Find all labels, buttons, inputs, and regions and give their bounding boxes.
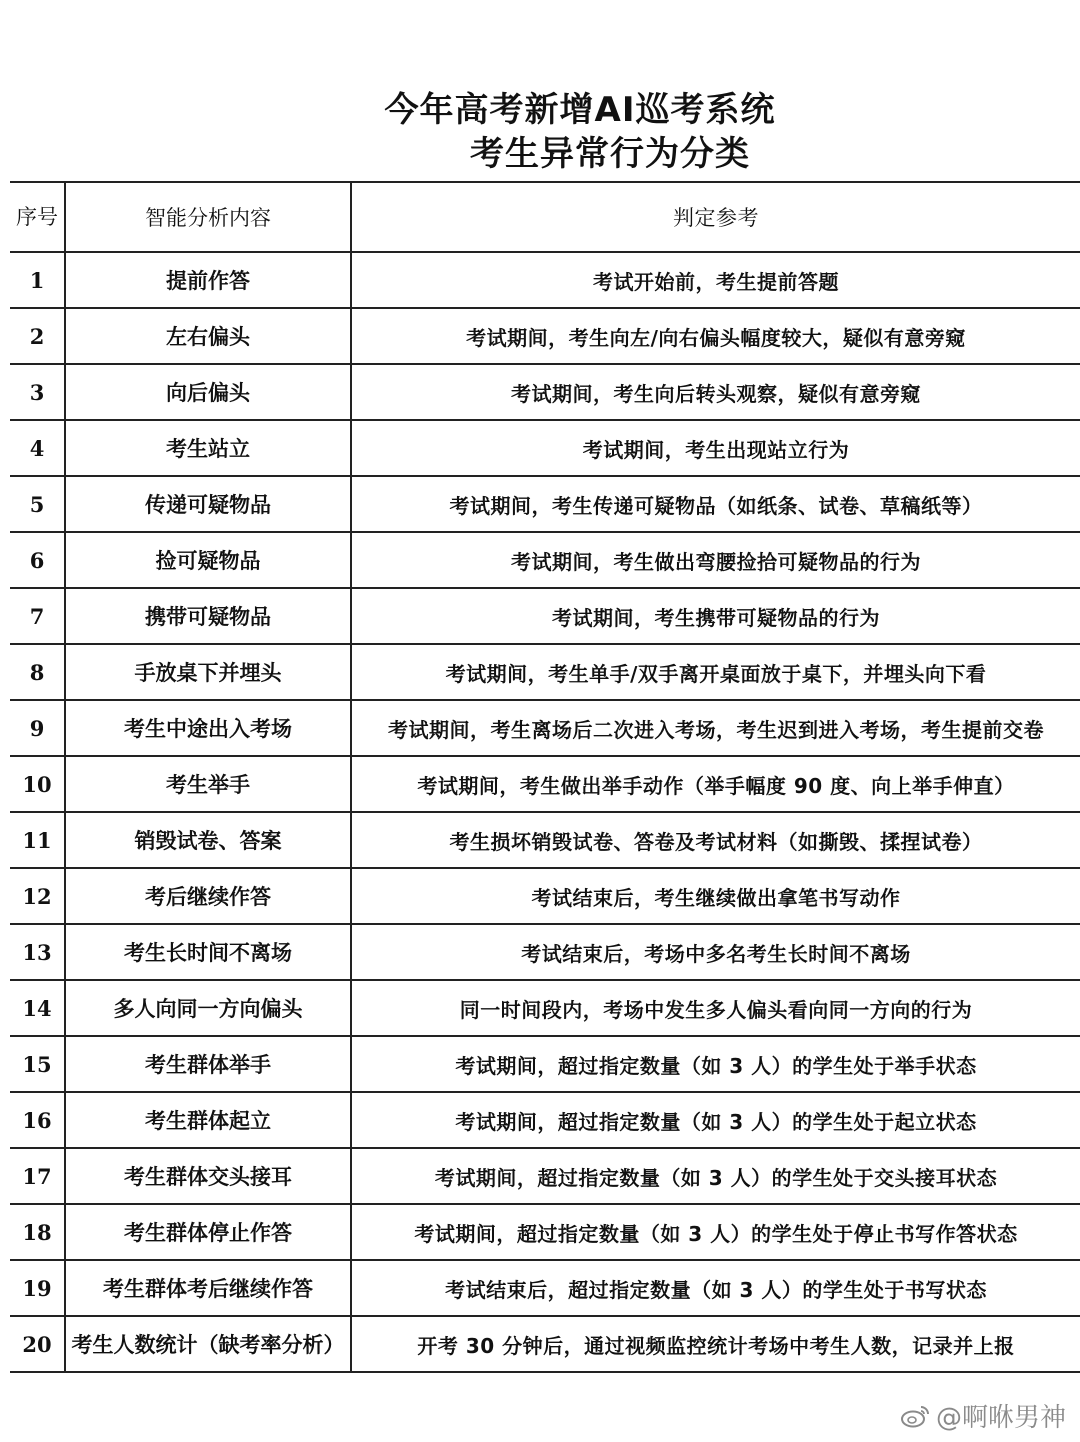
judgment-reference: 考试期间，考生携带可疑物品的行为 — [351, 588, 1080, 644]
table-header-row — [10, 182, 1080, 252]
table-row — [10, 532, 1080, 588]
table-row — [10, 252, 1080, 308]
header-ref: 判定参考 — [351, 182, 1080, 252]
behavior-table — [10, 181, 1080, 1373]
judgment-reference: 考试期间，考生做出举手动作（举手幅度 90 度、向上举手伸直） — [351, 756, 1080, 812]
table-row — [10, 1092, 1080, 1148]
row-number: 2 — [10, 308, 65, 364]
table-row — [10, 364, 1080, 420]
row-number: 3 — [10, 364, 65, 420]
judgment-reference: 考试期间，考生做出弯腰捡拾可疑物品的行为 — [351, 532, 1080, 588]
table-row — [10, 1036, 1080, 1092]
row-number: 18 — [10, 1204, 65, 1260]
table-row — [10, 1204, 1080, 1260]
row-number: 10 — [10, 756, 65, 812]
analysis-item: 传递可疑物品 — [65, 476, 351, 532]
judgment-reference: 考试期间，超过指定数量（如 3 人）的学生处于起立状态 — [351, 1092, 1080, 1148]
analysis-item: 销毁试卷、答案 — [65, 812, 351, 868]
analysis-item: 向后偏头 — [65, 364, 351, 420]
row-number: 5 — [10, 476, 65, 532]
document-title — [0, 88, 1080, 176]
row-number: 11 — [10, 812, 65, 868]
table-row — [10, 812, 1080, 868]
judgment-reference: 考试期间，考生离场后二次进入考场，考生迟到进入考场，考生提前交卷 — [351, 700, 1080, 756]
row-number: 7 — [10, 588, 65, 644]
table-row — [10, 868, 1080, 924]
analysis-item: 考生站立 — [65, 420, 351, 476]
watermark — [900, 1397, 1066, 1434]
row-number: 15 — [10, 1036, 65, 1092]
analysis-item: 考生中途出入考场 — [65, 700, 351, 756]
analysis-item: 考生群体举手 — [65, 1036, 351, 1092]
analysis-item: 考生群体停止作答 — [65, 1204, 351, 1260]
row-number: 1 — [10, 252, 65, 308]
judgment-reference: 考试结束后，考场中多名考生长时间不离场 — [351, 924, 1080, 980]
table-row — [10, 700, 1080, 756]
row-number: 17 — [10, 1148, 65, 1204]
judgment-reference: 考试期间，超过指定数量（如 3 人）的学生处于举手状态 — [351, 1036, 1080, 1092]
row-number: 8 — [10, 644, 65, 700]
analysis-item: 多人向同一方向偏头 — [65, 980, 351, 1036]
row-number: 13 — [10, 924, 65, 980]
judgment-reference: 考试期间，超过指定数量（如 3 人）的学生处于停止书写作答状态 — [351, 1204, 1080, 1260]
row-number: 19 — [10, 1260, 65, 1316]
table-row — [10, 476, 1080, 532]
weibo-icon — [900, 1404, 930, 1428]
analysis-item: 考生群体起立 — [65, 1092, 351, 1148]
row-number: 12 — [10, 868, 65, 924]
judgment-reference: 考试期间，考生向左/向右偏头幅度较大，疑似有意旁窥 — [351, 308, 1080, 364]
title-line-1: 今年高考新增AI巡考系统 — [384, 90, 776, 130]
analysis-item: 提前作答 — [65, 252, 351, 308]
row-number: 14 — [10, 980, 65, 1036]
judgment-reference: 考试结束后，考生继续做出拿笔书写动作 — [351, 868, 1080, 924]
analysis-item: 考生长时间不离场 — [65, 924, 351, 980]
row-number: 4 — [10, 420, 65, 476]
analysis-item: 手放桌下并埋头 — [65, 644, 351, 700]
row-number: 16 — [10, 1092, 65, 1148]
table-row — [10, 1260, 1080, 1316]
judgment-reference: 开考 30 分钟后，通过视频监控统计考场中考生人数，记录并上报 — [351, 1316, 1080, 1372]
row-number: 6 — [10, 532, 65, 588]
row-number: 20 — [10, 1316, 65, 1372]
judgment-reference: 考生损坏销毁试卷、答卷及考试材料（如撕毁、揉捏试卷） — [351, 812, 1080, 868]
table-row — [10, 308, 1080, 364]
judgment-reference: 考试结束后，超过指定数量（如 3 人）的学生处于书写状态 — [351, 1260, 1080, 1316]
table-row — [10, 924, 1080, 980]
table-row — [10, 756, 1080, 812]
table-row — [10, 588, 1080, 644]
judgment-reference: 考试开始前，考生提前答题 — [351, 252, 1080, 308]
judgment-reference: 考试期间，考生出现站立行为 — [351, 420, 1080, 476]
analysis-item: 考生群体考后继续作答 — [65, 1260, 351, 1316]
table-row — [10, 980, 1080, 1036]
analysis-item: 携带可疑物品 — [65, 588, 351, 644]
table-row — [10, 1148, 1080, 1204]
judgment-reference: 考试期间，考生传递可疑物品（如纸条、试卷、草稿纸等） — [351, 476, 1080, 532]
watermark-text: @啊咻男神 — [935, 1403, 1066, 1433]
header-no: 序号 — [10, 182, 65, 252]
analysis-item: 考生举手 — [65, 756, 351, 812]
analysis-item: 考后继续作答 — [65, 868, 351, 924]
analysis-item: 左右偏头 — [65, 308, 351, 364]
title-line-2: 考生异常行为分类 — [470, 134, 750, 174]
header-item: 智能分析内容 — [65, 182, 351, 252]
table-row — [10, 1316, 1080, 1372]
judgment-reference: 考试期间，超过指定数量（如 3 人）的学生处于交头接耳状态 — [351, 1148, 1080, 1204]
analysis-item: 考生人数统计（缺考率分析） — [65, 1316, 351, 1372]
row-number: 9 — [10, 700, 65, 756]
table-row — [10, 644, 1080, 700]
judgment-reference: 同一时间段内，考场中发生多人偏头看向同一方向的行为 — [351, 980, 1080, 1036]
analysis-item: 捡可疑物品 — [65, 532, 351, 588]
table-row — [10, 420, 1080, 476]
analysis-item: 考生群体交头接耳 — [65, 1148, 351, 1204]
judgment-reference: 考试期间，考生单手/双手离开桌面放于桌下，并埋头向下看 — [351, 644, 1080, 700]
table-body — [10, 252, 1080, 1372]
judgment-reference: 考试期间，考生向后转头观察，疑似有意旁窥 — [351, 364, 1080, 420]
